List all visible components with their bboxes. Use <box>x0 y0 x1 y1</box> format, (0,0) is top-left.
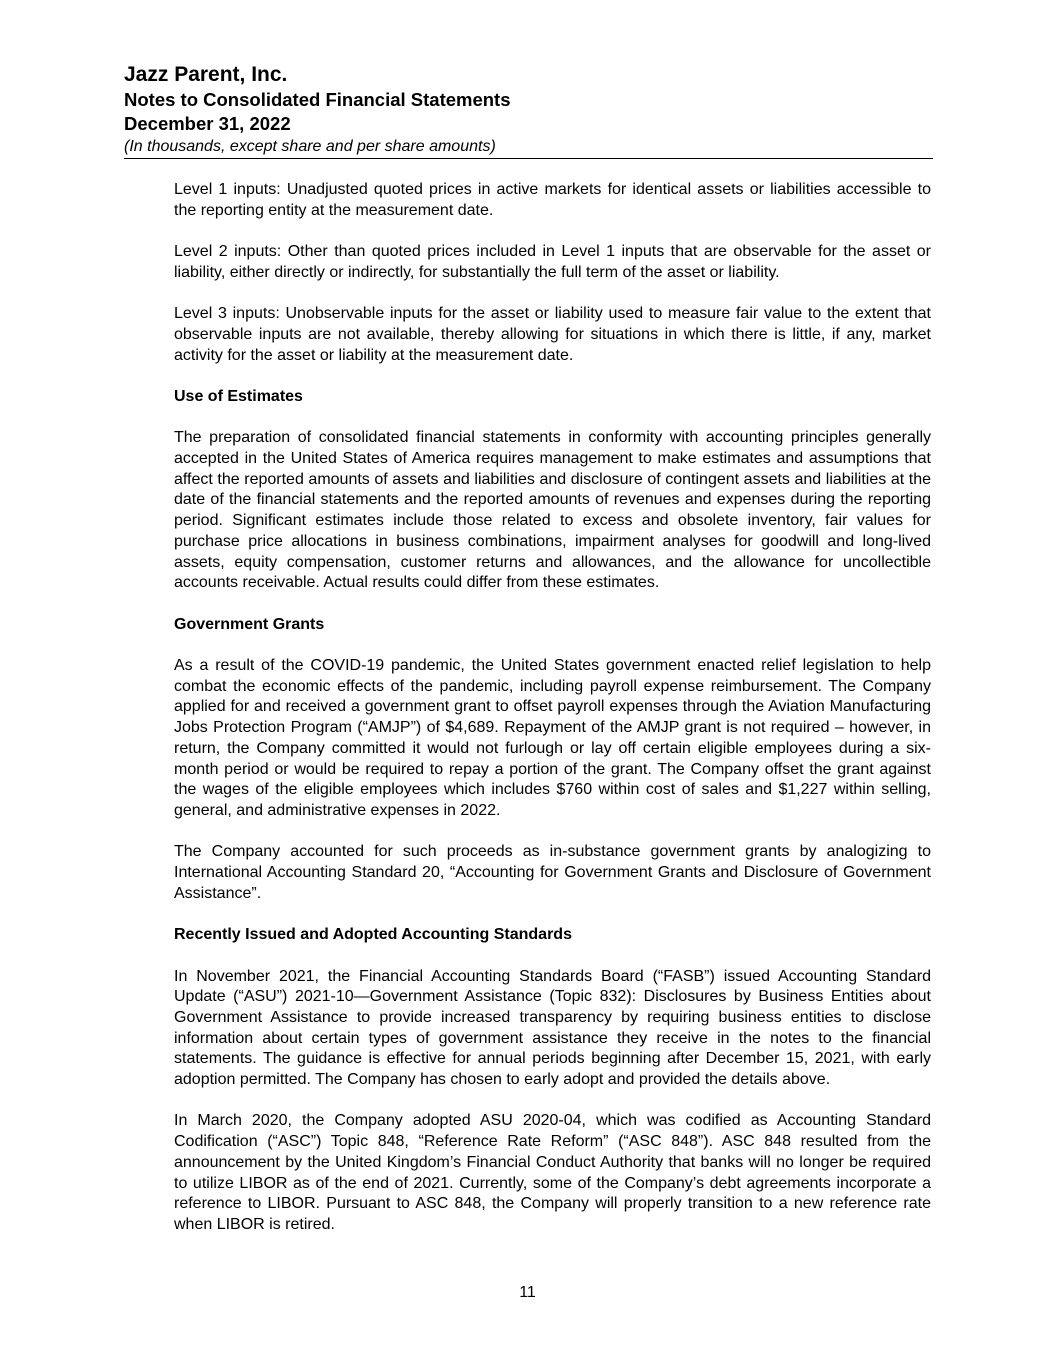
level-3-inputs-paragraph: Level 3 inputs: Unobservable inputs for the asset or liability used to measure fair value to the extent that observable inputs are not available, thereby allowing for situations in which there is little, if any, market activity for the asset or liability at the measurement date. <box>174 305 931 364</box>
use-of-estimates-heading: Use of Estimates <box>174 387 303 405</box>
use-of-estimates-paragraph: The preparation of consolidated financial statements in conformity with accounting principles generally accepted in the United States of America requires management to make estimates and assumptions that affect the reported amounts of assets and liabilities and disclosure of contingent assets and liabilities at the date of the financial statements and the reported amounts of revenues and expenses during the reporting period. Significant estimates include those related to excess and obsolete inventory, fair values for purchase price allocations in business combinations, impairment analyses for goodwill and long-lived assets, equity compensation, customer returns and allowances, and the allowance for uncollectible accounts receivable. Actual results could differ from these estimates. <box>174 429 931 592</box>
company-name: Jazz Parent, Inc. <box>124 63 288 86</box>
government-grants-paragraph-2: The Company accounted for such proceeds as in-substance government grants by analogizing to International Accounting Standard 20, “Accounting for Government Grants and Disclosure of Government Assistance”. <box>174 843 931 902</box>
level-1-inputs-paragraph: Level 1 inputs: Unadjusted quoted prices in active markets for identical assets or liabilities accessible to the reporting entity at the measurement date. <box>174 181 931 219</box>
accounting-standards-paragraph-1: In November 2021, the Financial Accounting Standards Board (“FASB”) issued Accounting Standard Update (“ASU”) 2021-10—Government Assistance (Topic 832): Disclosures by Business Entities about Government Assistance to provide increased transparency by requiring business entities to disclose information about certain types of government assistance they receive in the notes to the financial statements. The guidance is effective for annual periods beginning after December 15, 2021, with early adoption permitted. The Company has chosen to early adopt and provided the details above. <box>174 967 931 1089</box>
document-body <box>174 180 931 1236</box>
page-header <box>124 62 933 158</box>
accounting-standards-heading: Recently Issued and Adopted Accounting Standards <box>174 926 572 944</box>
page-number: 11 <box>519 1284 536 1301</box>
document-title: Notes to Consolidated Financial Statements <box>124 89 511 110</box>
report-date: December 31, 2022 <box>124 113 291 134</box>
level-2-inputs-paragraph: Level 2 inputs: Other than quoted prices included in Level 1 inputs that are observable for the asset or liability, either directly or indirectly, for substantially the full term of the asset or liability. <box>174 243 931 281</box>
government-grants-paragraph-1: As a result of the COVID-19 pandemic, the United States government enacted relief legislation to help combat the economic effects of the pandemic, including payroll expense reimbursement. The Company applied for and received a government grant to offset payroll expenses through the Aviation Manufacturing Jobs Protection Program (“AMJP”) of $4,689. Repayment of the AMJP grant is not required – however, in return, the Company committed it would not furlough or lay off certain eligible employees during a six-month period or would be required to repay a portion of the grant. The Company offset the grant against the wages of the eligible employees which includes $760 within cost of sales and $1,227 within selling, general, and administrative expenses in 2022. <box>174 657 931 819</box>
units-note: (In thousands, except share and per share amounts) <box>124 138 496 155</box>
header-divider <box>124 158 933 159</box>
government-grants-heading: Government Grants <box>174 615 325 633</box>
accounting-standards-paragraph-2: In March 2020, the Company adopted ASU 2020-04, which was codified as Accounting Standard Codification (“ASC”) Topic 848, “Reference Rate Reform” (“ASC 848”). ASC 848 resulted from the announcement by the United Kingdom’s Financial Conduct Authority that banks will no longer be required to utilize LIBOR as of the end of 2021. Currently, some of the Company’s debt agreements incorporate a reference to LIBOR. Pursuant to ASC 848, the Company will properly transition to a new reference rate when LIBOR is retired. <box>174 1112 931 1233</box>
